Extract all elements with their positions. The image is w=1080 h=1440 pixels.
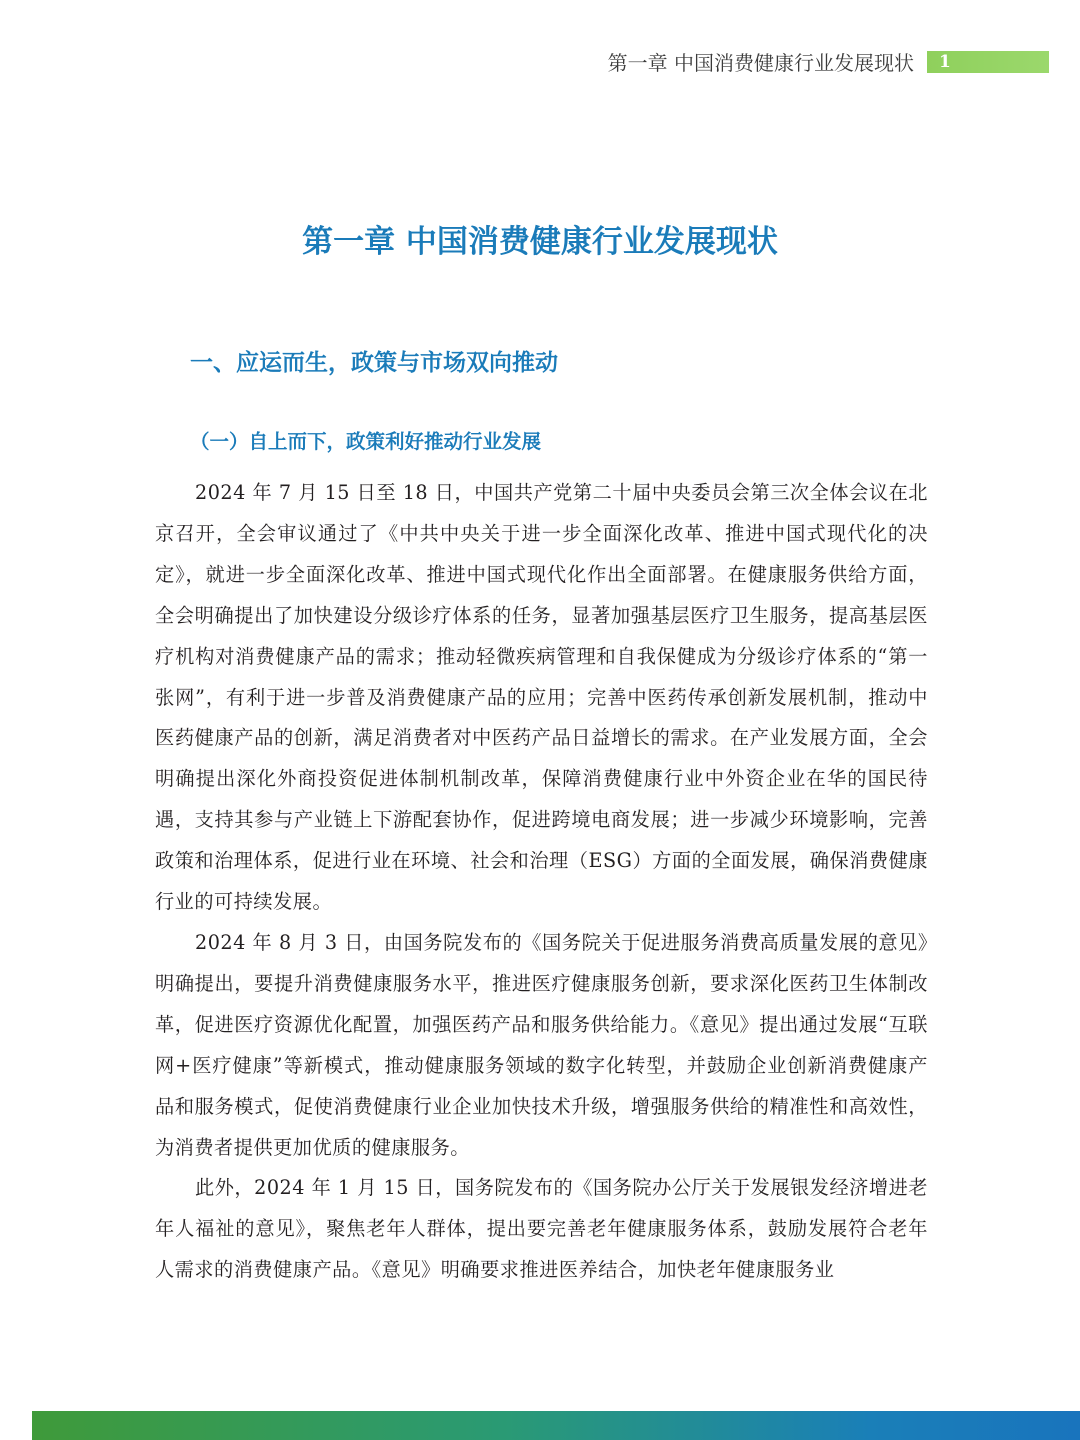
paragraph: 2024 年 8 月 3 日，由国务院发布的《国务院关于促进服务消费高质量发展的意见》明确提出，要提升消费健康服务水平，推进医疗健康服务创新，要求深化医药卫生体制改革，促进医疗资源优化配置，加强医药产品和服务供给能力。《意见》提出通过发展“互联网+医疗健康”等新模式，推动健康服务领域的数字化转型，并鼓励企业创新消费健康产品和服务模式，促使消费健康行业企业加快技术升级，增强服务供给的精准性和高效性，为消费者提供更加优质的健康服务。 bbox=[155, 930, 928, 1159]
footer-gradient-bar bbox=[32, 1411, 1080, 1440]
subsection-title: （一）自上而下，政策利好推动行业发展 bbox=[190, 430, 542, 453]
body-text bbox=[155, 473, 928, 1291]
paragraph: 2024 年 7 月 15 日至 18 日，中国共产党第二十届中央委员会第三次全体会议在北京召开，全会审议通过了《中共中央关于进一步全面深化改革、推进中国式现代化的决定》，就进一步全面深化改革、推进中国式现代化作出全面部署。在健康服务供给方面，全会明确提出了加快建设分级诊疗体系的任务，显著加强基层医疗卫生服务，提高基层医疗机构对消费健康产品的需求；推动轻微疾病管理和自我保健成为分级诊疗体系的“第一张网”，有利于进一步普及消费健康产品的应用；完善中医药传承创新发展机制，推动中医药健康产品的创新，满足消费者对中医药产品日益增长的需求。在产业发展方面，全会明确提出深化外商投资促进体制机制改革，保障消费健康行业中外资企业在华的国民待遇，支持其参与产业链上下游配套协作，促进跨境电商发展；进一步减少环境影响，完善政策和治理体系，促进行业在环境、社会和治理（ESG）方面的全面发展，确保消费健康行业的可持续发展。 bbox=[155, 481, 928, 914]
running-header-title: 第一章 中国消费健康行业发展现状 bbox=[607, 51, 914, 75]
section-title: 一、应运而生，政策与市场双向推动 bbox=[190, 350, 558, 376]
page-number: 1 bbox=[939, 52, 951, 72]
page-number-tab bbox=[927, 51, 1049, 73]
paragraph: 此外，2024 年 1 月 15 日，国务院发布的《国务院办公厅关于发展银发经济增进老年人福祉的意见》，聚焦老年人群体，提出要完善老年健康服务体系，鼓励发展符合老年人需求的消费健康产品。《意见》明确要求推进医养结合，加快老年健康服务业 bbox=[155, 1176, 928, 1282]
chapter-title: 第一章 中国消费健康行业发展现状 bbox=[302, 224, 778, 260]
